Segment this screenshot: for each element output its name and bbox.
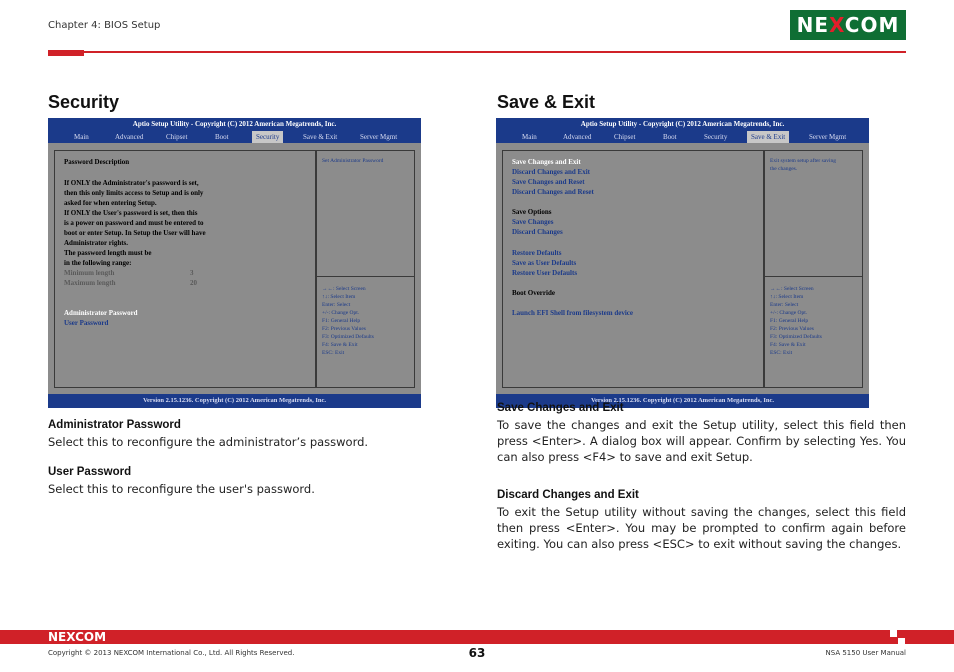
description-line: The password length must be [64,249,152,257]
key-hint: →←: Select Screen [322,286,366,292]
save-changes-and-exit-heading: Save Changes and Exit [497,402,624,414]
discard-changes-and-exit-heading: Discard Changes and Exit [497,489,639,501]
save-changes-and-exit-text: To save the changes and exit the Setup utility, select this field then press <Enter>. A dialog box will appear. Confirm by selecting Yes. You can also press <F4> to save and exit Setup. [497,418,906,464]
logo-part-x: X [829,13,845,37]
footer-corner-mark [898,638,905,644]
description-line: is a power on password and must be entered to [64,219,204,227]
key-hint: F3: Optimized Defaults [770,334,822,340]
save-options-label: Save Options [512,208,552,216]
bios-tab-bar [48,130,421,143]
key-hint: ESC: Exit [770,350,793,356]
tab-chipset[interactable]: Chipset [166,133,188,141]
help-text: Exit system setup after saving [770,158,836,164]
boot-override-label: Boot Override [512,289,555,297]
bios-help-separator [764,276,863,277]
save-exit-bios-screen [496,118,869,408]
copyright: Copyright © 2013 NEXCOM International Co., Ltd. All Rights Reserved. [48,649,295,657]
footer-corner-mark [890,630,897,637]
key-hint: F1: General Help [322,318,361,324]
tab-chipset[interactable]: Chipset [614,133,636,141]
tab-security[interactable]: Security [704,133,728,141]
launch-efi-shell-item[interactable]: Launch EFI Shell from filesystem device [512,309,634,317]
maximum-length-value: 20 [190,279,197,287]
help-text: the changes. [770,166,798,172]
save-exit-title: Save & Exit [497,92,596,112]
key-hint: Enter: Select [322,302,351,308]
restore-user-defaults-item[interactable]: Restore User Defaults [512,269,578,277]
key-hint: F1: General Help [770,318,809,324]
administrator-password-heading: Administrator Password [48,419,181,431]
maximum-length-label: Maximum length [64,279,116,287]
tab-boot[interactable]: Boot [663,133,677,141]
tab-server-mgmt[interactable]: Server Mgmt [360,133,398,141]
tab-server-mgmt[interactable]: Server Mgmt [809,133,847,141]
description-line: in the following range: [64,259,132,267]
bios-footer: Version 2.15.1236. Copyright (C) 2012 American Megatrends, Inc. [496,394,869,408]
tab-main[interactable]: Main [522,133,537,141]
description-line: Administrator rights. [64,239,129,247]
user-password-text: Select this to reconfigure the user's password. [48,482,315,496]
key-hint: F4: Save & Exit [770,342,806,348]
tab-boot[interactable]: Boot [215,133,229,141]
bios-tab-bar [496,130,869,143]
manual-name: NSA 5150 User Manual [825,649,906,657]
header-rule [84,51,906,53]
save-as-user-defaults-item[interactable]: Save as User Defaults [512,259,577,267]
key-hint: ↑↓: Select Item [322,294,356,300]
save-changes-and-reset-item[interactable]: Save Changes and Reset [512,178,585,186]
page-number: 63 [468,646,486,660]
key-hint: ↑↓: Select Item [770,294,804,300]
tab-advanced[interactable]: Advanced [563,133,592,141]
save-changes-item[interactable]: Save Changes [512,218,554,226]
discard-changes-and-exit-item[interactable]: Discard Changes and Exit [512,168,590,176]
security-bios-screen [48,118,421,408]
discard-changes-and-exit-text: To exit the Setup utility without saving the changes, select this field then press <Enter>. You may be prompted to confirm again before exiting. You can also press <ESC> to exit without saving the changes. [497,505,906,551]
description-line: asked for when entering Setup. [64,199,157,207]
description-line: then this only limits access to Setup and is only [64,189,204,197]
header-accent [48,50,84,56]
discard-changes-item[interactable]: Discard Changes [512,228,563,236]
help-text: Set Administrator Password [322,158,384,164]
bios-header: Aptio Setup Utility - Copyright (C) 2012 American Megatrends, Inc. [496,118,869,130]
description-line: If ONLY the User's password is set, then this [64,209,198,217]
save-changes-and-exit-item[interactable]: Save Changes and Exit [512,158,581,166]
key-hint: Enter: Select [770,302,799,308]
tab-main[interactable]: Main [74,133,89,141]
logo-part-2: COM [844,13,900,37]
administrator-password-item[interactable]: Administrator Password [64,309,138,317]
description-line: boot or enter Setup. In Setup the User will have [64,229,206,237]
password-description: Password Description [64,158,130,166]
tab-security[interactable]: Security [252,131,283,143]
logo-text [790,10,906,40]
key-hint: F3: Optimized Defaults [322,334,374,340]
minimum-length-label: Minimum length [64,269,115,277]
security-title: Security [48,92,120,112]
chapter-title: Chapter 4: BIOS Setup [48,20,161,31]
key-hint: F2: Previous Values [770,326,814,332]
footer-logo: NEXCOM [48,630,107,644]
tab-advanced[interactable]: Advanced [115,133,144,141]
key-hint: →←: Select Screen [770,286,814,292]
description-line: If ONLY the Administrator's password is set, [64,179,199,187]
key-hint: F2: Previous Values [322,326,366,332]
user-password-heading: User Password [48,466,132,478]
logo-part-1: NE [796,13,830,37]
footer-bar [0,630,954,644]
tab-save-exit[interactable]: Save & Exit [303,133,338,141]
key-hint: F4: Save & Exit [322,342,358,348]
restore-defaults-item[interactable]: Restore Defaults [512,249,562,257]
administrator-password-text: Select this to reconfigure the administrator’s password. [48,435,369,449]
bios-footer: Version 2.15.1236. Copyright (C) 2012 American Megatrends, Inc. [48,394,421,408]
key-hint: ESC: Exit [322,350,345,356]
bios-help-separator [316,276,415,277]
user-password-item[interactable]: User Password [64,319,109,327]
bios-header: Aptio Setup Utility - Copyright (C) 2012 American Megatrends, Inc. [48,118,421,130]
nexcom-logo [790,10,906,40]
tab-save-exit[interactable]: Save & Exit [747,131,789,143]
minimum-length-value: 3 [190,269,194,277]
key-hint: +/-: Change Opt. [322,310,360,316]
discard-changes-and-reset-item[interactable]: Discard Changes and Reset [512,188,594,196]
key-hint: +/-: Change Opt. [770,310,808,316]
